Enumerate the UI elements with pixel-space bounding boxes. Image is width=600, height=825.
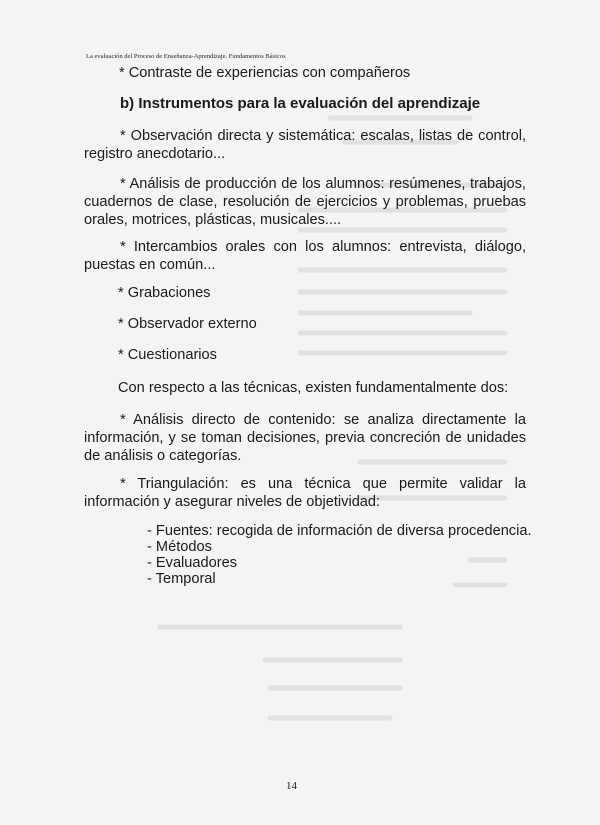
triangulation-item-fuentes: - Fuentes: recogida de información de diversa procedencia. [147, 523, 532, 539]
paragraph-tecnicas: Con respecto a las técnicas, existen fundamentalmente dos: [118, 380, 509, 396]
bullet-observador-externo: * Observador externo [118, 316, 257, 332]
bullet-cuestionarios: * Cuestionarios [118, 347, 217, 363]
triangulation-item-metodos: - Métodos [147, 539, 212, 555]
paragraph-analisis-produccion: * Análisis de producción de los alumnos: resúmenes, trabajos, cuadernos de clase, resolución de ejercicios y problemas, pruebas orales, motrices, plásticas, musicales.... [84, 176, 526, 228]
triangulation-item-temporal: - Temporal [147, 571, 216, 587]
page-number: 14 [286, 780, 297, 792]
triangulation-item-evaluadores: - Evaluadores [147, 555, 238, 571]
paragraph-triangulacion: * Triangulación: es una técnica que permite validar la información y asegurar niveles de objetividad: [84, 476, 526, 510]
bullet-grabaciones: * Grabaciones [118, 285, 211, 301]
running-header: La evaluación del Proceso de Enseñanza-Aprendizaje. Fundamentos Básicos [86, 53, 286, 60]
section-heading: b) Instrumentos para la evaluación del aprendizaje [120, 95, 481, 112]
paragraph-observacion: * Observación directa y sistemática: escalas, listas de control, registro anecdotario... [84, 128, 526, 162]
paragraph-intercambios: * Intercambios orales con los alumnos: entrevista, diálogo, puestas en común... [84, 239, 526, 273]
bullet-contraste: * Contraste de experiencias con compañeros [119, 65, 411, 81]
paragraph-analisis-directo: * Análisis directo de contenido: se analiza directamente la información, y se toman decisiones, previa concreción de unidades de análisis o categorías. [84, 412, 526, 464]
